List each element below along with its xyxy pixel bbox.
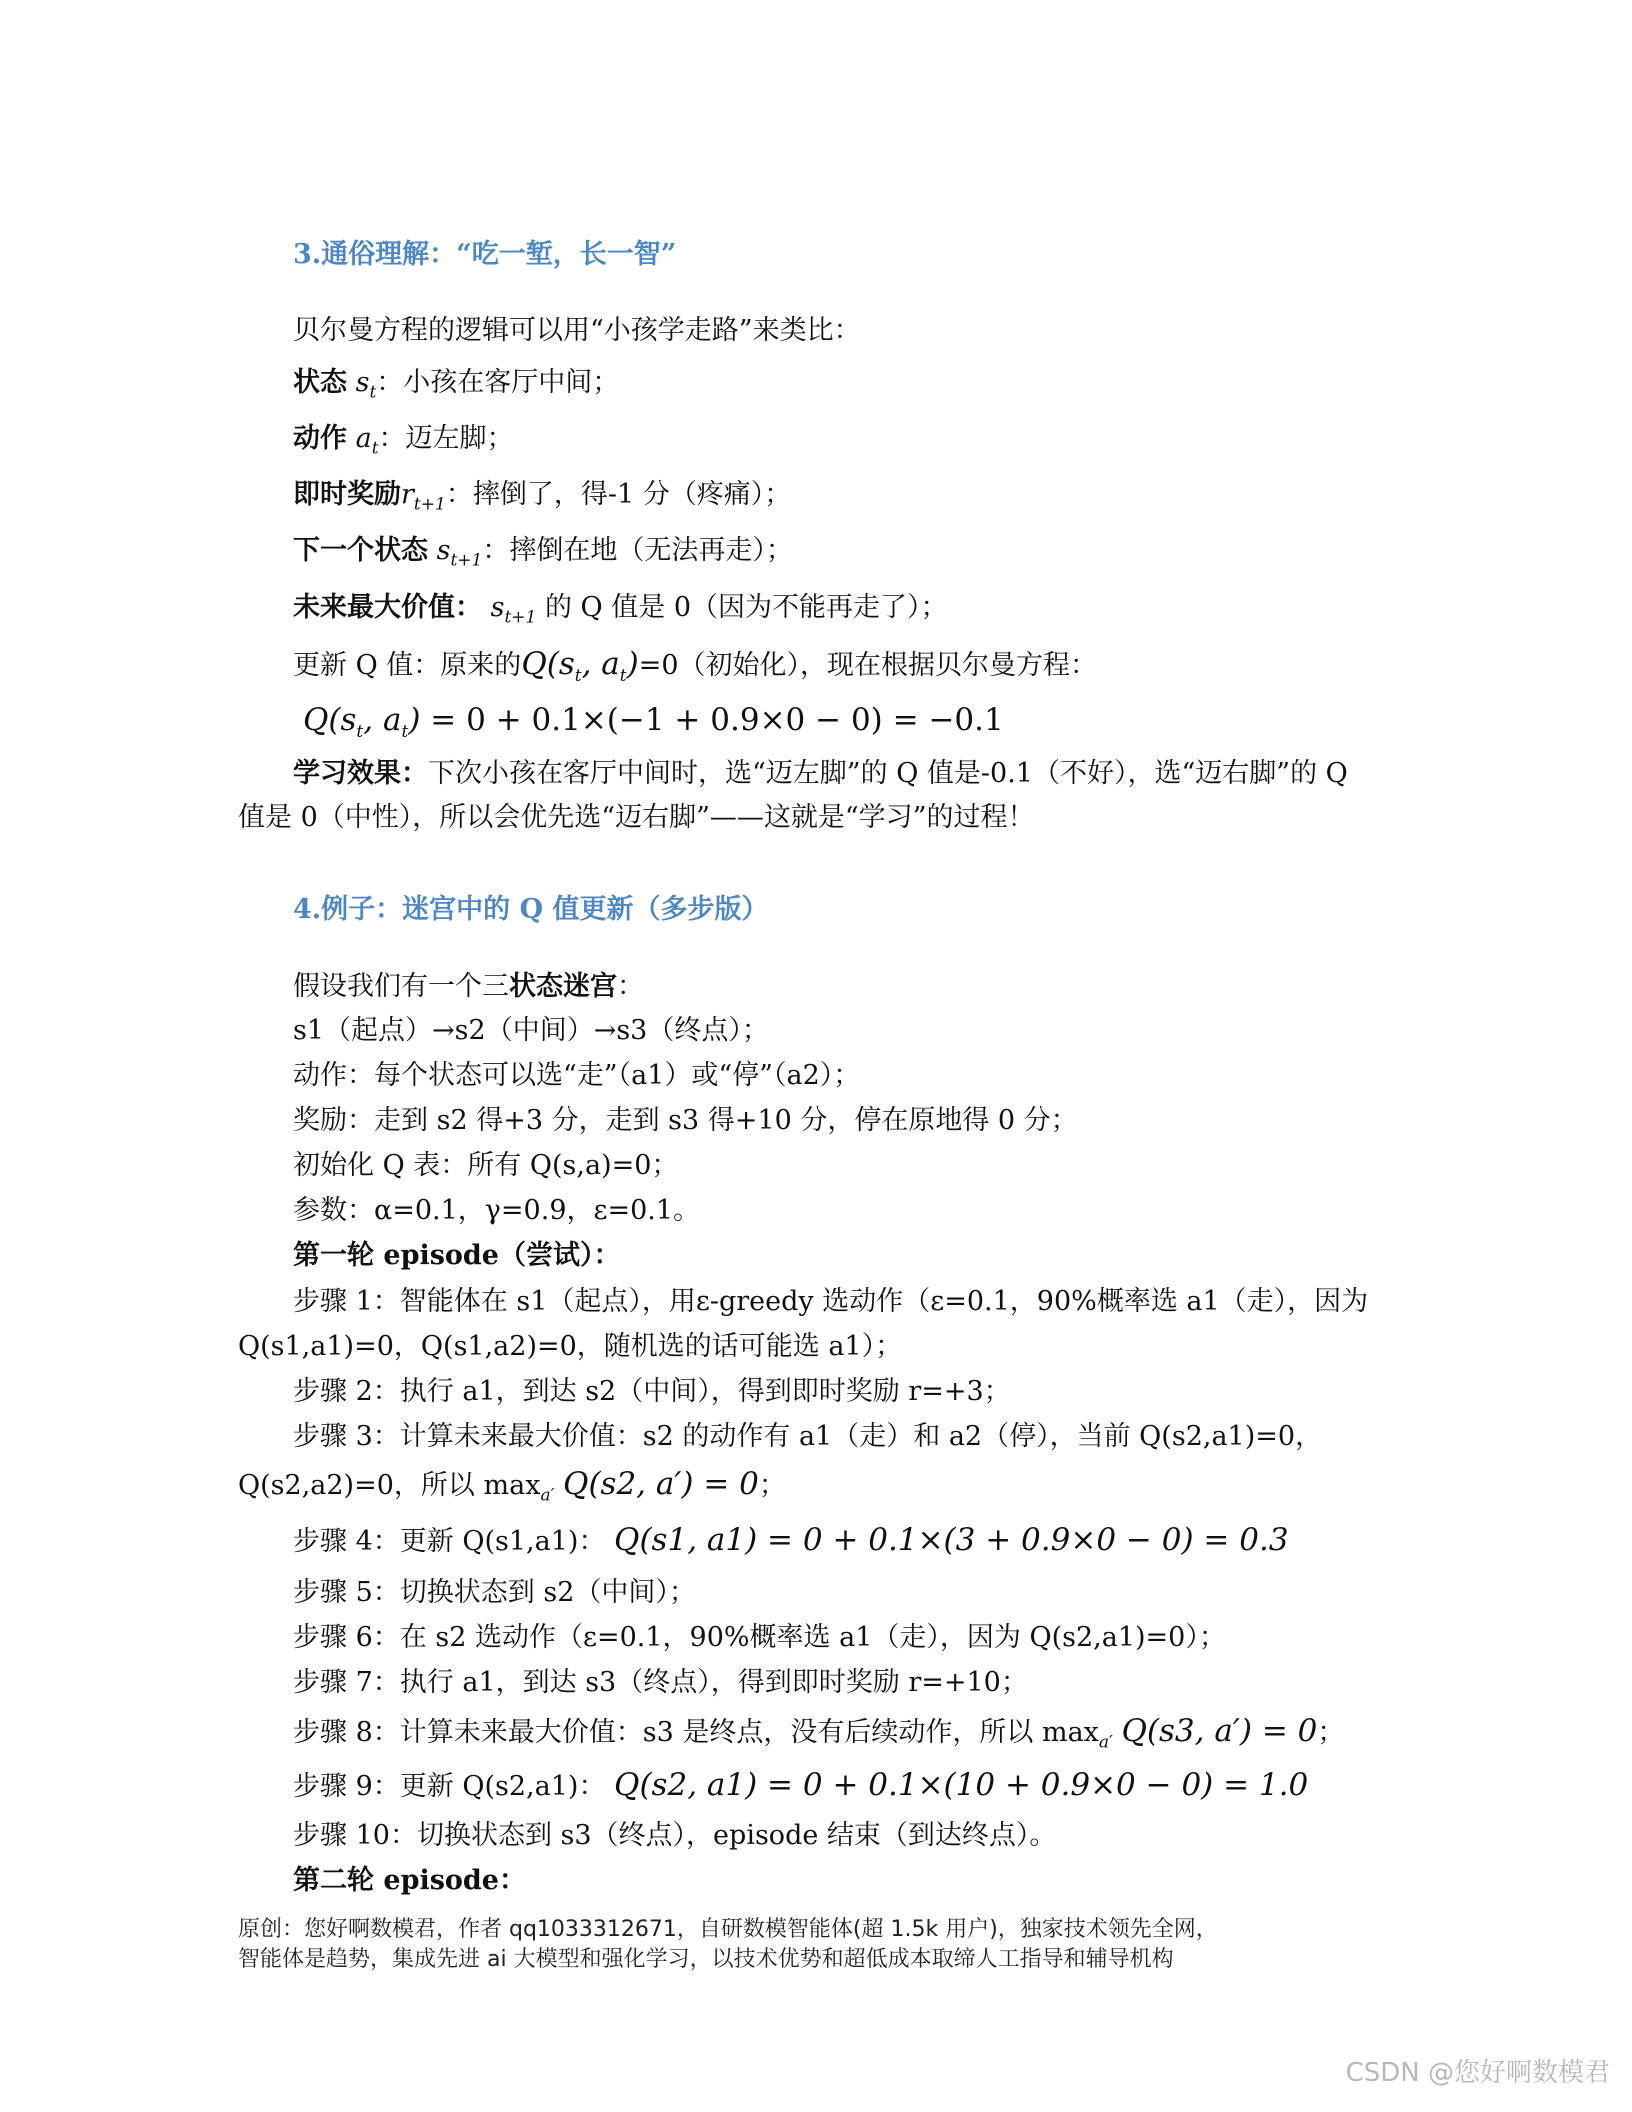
section3-intro: 贝尔曼方程的逻辑可以用“小孩学走路”来类比： xyxy=(293,315,861,346)
future-label: 未来最大价值： xyxy=(293,592,482,623)
step5-line: 步骤 5：切换状态到 s2（中间）； xyxy=(293,1577,696,1608)
state-label: 状态 xyxy=(293,367,347,398)
next-state-symbol: $s_{t+1}$ xyxy=(436,535,483,571)
bellman-equation xyxy=(303,702,1004,750)
section3-heading: 3.通俗理解：“吃一堑，长一智” xyxy=(293,239,677,270)
equation-rhs: = 0 + 0.1×(−1 + 0.9×0 − 0) = −0.1 xyxy=(430,702,1004,738)
effect-text-1: 下次小孩在客厅中间时，选“迈左脚”的 Q 值是-0.1（不好），选“迈右脚”的 Q xyxy=(428,758,1348,789)
state-text: ：小孩在客厅中间； xyxy=(376,367,620,398)
footer-line-1: 原创：您好啊数模君，作者 qq1033312671，自研数模智能体(超 1.5k 用户)，独家技术领先全网， xyxy=(238,1917,1218,1942)
update-line xyxy=(293,646,1097,694)
step3-semicolon: ； xyxy=(758,1470,786,1501)
step8-line xyxy=(293,1713,1344,1760)
step4-eq: Q(s1, a1) = 0 + 0.1×(3 + 0.9×0 − 0) = 0.3 xyxy=(614,1522,1289,1558)
line-states: s1（起点）→s2（中间）→s3（终点）； xyxy=(293,1015,769,1046)
state-symbol: $s_t$ xyxy=(355,367,377,403)
action-label: 动作 xyxy=(293,423,347,454)
round2-title: 第二轮 episode： xyxy=(293,1865,526,1896)
section4-intro xyxy=(293,969,644,1005)
step9-text: 步骤 9：更新 Q(s2,a1)： xyxy=(293,1771,606,1802)
line-actions: 动作：每个状态可以选“走”（a1）或“停”（a2）； xyxy=(293,1060,861,1091)
step9-line xyxy=(293,1767,1308,1805)
step1-line-b: Q(s1,a1)=0，Q(s1,a2)=0，随机选的话可能选 a1）； xyxy=(238,1331,903,1362)
reward-line xyxy=(293,477,791,522)
reward-text: ：摔倒了，得-1 分（疼痛）； xyxy=(445,479,792,510)
line-rewards: 奖励：走到 s2 得+3 分，走到 s3 得+10 分，停在原地得 0 分； xyxy=(293,1105,1078,1136)
step8-max: $\max_{a'}$ xyxy=(1041,1717,1113,1753)
csdn-watermark: CSDN @您好啊数模君 xyxy=(1345,2058,1610,2088)
next-state-label: 下一个状态 xyxy=(293,535,428,566)
reward-label: 即时奖励 xyxy=(293,479,401,510)
step6-line: 步骤 6：在 s2 选动作（ε=0.1，90%概率选 a1（走），因为 Q(s2,a1)=0）； xyxy=(293,1622,1226,1653)
intro-prefix: 假设我们有一个三 xyxy=(293,971,509,1002)
intro-bold: 状态迷宫 xyxy=(509,971,617,1002)
step3-text: Q(s2,a2)=0，所以 xyxy=(238,1470,475,1501)
footer-line-2: 智能体是趋势，集成先进 ai 大模型和强化学习，以技术优势和超低成本取缔人工指导和辅导机构 xyxy=(238,1947,1174,1972)
step4-line xyxy=(293,1522,1289,1560)
update-suffix: =0（初始化），现在根据贝尔曼方程： xyxy=(638,650,1098,681)
reward-symbol: $r_{t+1}$ xyxy=(401,479,446,515)
step3-line-b xyxy=(238,1466,786,1513)
step7-line: 步骤 7：执行 a1，到达 s3（终点），得到即时奖励 r=+10； xyxy=(293,1667,1028,1698)
action-line xyxy=(293,421,514,466)
step3-eq: Q(s2, a′) = 0 xyxy=(563,1466,759,1502)
step2-line: 步骤 2：执行 a1，到达 s2（中间），得到即时奖励 r=+3； xyxy=(293,1376,1011,1407)
action-symbol: $a_t$ xyxy=(355,423,379,459)
step8-semicolon: ； xyxy=(1317,1717,1345,1748)
future-symbol: $s_{t+1}$ xyxy=(490,592,537,628)
next-state-line xyxy=(293,533,793,578)
action-text: ：迈左脚； xyxy=(378,423,514,454)
line-params: 参数：α=0.1，γ=0.9，ε=0.1。 xyxy=(293,1195,701,1226)
step8-eq: Q(s3, a′) = 0 xyxy=(1121,1713,1318,1749)
effect-label: 学习效果： xyxy=(293,758,428,789)
step4-text: 步骤 4：更新 Q(s1,a1)： xyxy=(293,1526,606,1557)
equation-lhs: $Q(s_t$, $a_t$) xyxy=(303,702,421,743)
effect-line-1 xyxy=(293,756,1348,792)
section4-heading: 4.例子：迷宫中的 Q 值更新（多步版） xyxy=(293,894,769,925)
step8-text: 步骤 8：计算未来最大价值：s3 是终点，没有后续动作，所以 xyxy=(293,1717,1034,1748)
step3-max: $\max_{a'}$ xyxy=(483,1470,555,1506)
step3-line-a: 步骤 3：计算未来最大价值：s2 的动作有 a1（走）和 a2（停），当前 Q(s2,a1)=0， xyxy=(293,1421,1323,1452)
step10-line: 步骤 10：切换状态到 s3（终点），episode 结束（到达终点）。 xyxy=(293,1820,1057,1851)
next-state-text: ：摔倒在地（无法再走）； xyxy=(482,535,793,566)
step9-eq: Q(s2, a1) = 0 + 0.1×(10 + 0.9×0 − 0) = 1.0 xyxy=(614,1767,1309,1803)
update-q-symbol: $Q(s_t$, $a_t$) xyxy=(521,646,639,687)
line-init: 初始化 Q 表：所有 Q(s,a)=0； xyxy=(293,1150,679,1181)
state-line xyxy=(293,365,619,410)
intro-suffix: ： xyxy=(617,971,644,1002)
round1-title: 第一轮 episode（尝试）： xyxy=(293,1240,621,1271)
future-text: 的 Q 值是 0（因为不能再走了）； xyxy=(544,592,948,623)
step1-line-a: 步骤 1：智能体在 s1（起点），用ε-greedy 选动作（ε=0.1，90%概率选 a1（走），因为 xyxy=(293,1286,1369,1317)
update-prefix: 更新 Q 值：原来的 xyxy=(293,650,522,681)
future-line xyxy=(293,590,948,635)
effect-line-2: 值是 0（中性），所以会优先选“迈右脚”——这就是“学习”的过程！ xyxy=(238,802,1035,833)
